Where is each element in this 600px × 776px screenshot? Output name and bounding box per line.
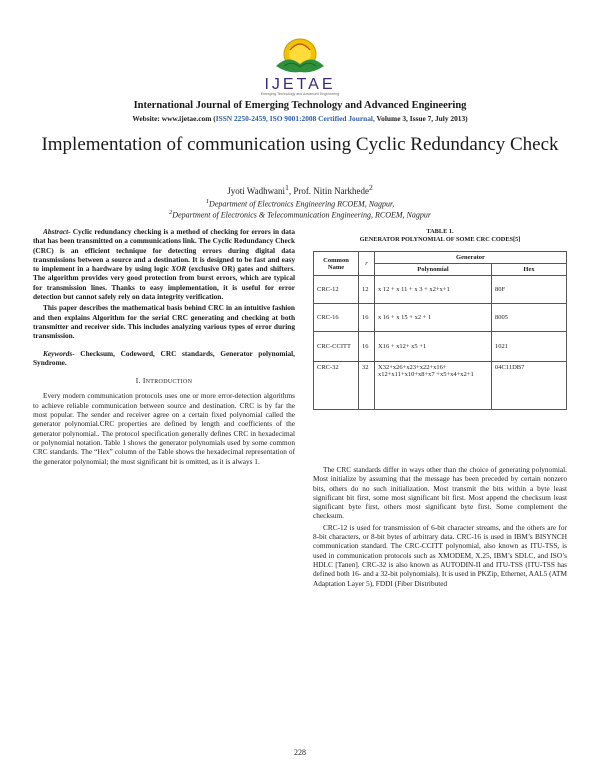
- row-r: 16: [359, 332, 375, 362]
- journal-name: International Journal of Emerging Technology and Advanced Engineering: [133, 100, 467, 111]
- website-prefix: Website: www.ijetae.com (: [132, 114, 216, 123]
- journal-website-line: [0, 114, 600, 123]
- table-caption-2: GENERATOR POLYNOMIAL OF SOME CRC CODES[5]: [359, 236, 521, 243]
- logo-wordmark: IJETAE: [264, 76, 336, 93]
- row-name: CRC-CCITT: [314, 332, 359, 362]
- left-column: [33, 227, 295, 468]
- section-heading-introduction: [33, 376, 295, 387]
- journal-logo: [246, 32, 354, 96]
- row-r: 12: [359, 276, 375, 304]
- abstract-paragraph-2: This paper describes the mathematical basis behind CRC in an intuitive fashion and then explains Algorithm for the serial CRC generating and checking at both transmitter and receiver side. This includes analyzing various types of error during transmission.: [33, 303, 295, 341]
- abstract-label: Abstract-: [43, 227, 71, 236]
- header-generator: Generator: [375, 252, 567, 264]
- page-number: 228: [294, 748, 306, 757]
- section-rest: NTRODUCTION: [145, 379, 193, 386]
- author-2-sup: 2: [369, 183, 373, 192]
- author-2: , Prof. Nitin Narkhede: [288, 186, 370, 196]
- abstract-xor: XOR: [171, 264, 187, 274]
- table-row: [314, 304, 567, 332]
- introduction-paragraph: Every modern communication protocols uses one or more error-detection algorithms to achieve reliable communication between source and destination. CRC is by far the most popular. The sender and receiver agree on a certain fixed polynomial called the generator polynomial.CRC properties are defined by length and coefficients of the generator polynomial.. The protocol specification generally defines CRC in hexadecimal or polynomial notation. Table 1 shows the generator polynomials used by some common CRC standards. The “Hex” column of the Table shows the hexadecimal representation of the generator polynomial; the most significant bit is omitted, as it is always 1.: [33, 391, 295, 466]
- section-number: I.: [135, 376, 143, 386]
- header-polynomial: Polynomial: [375, 264, 492, 276]
- abstract-text-2: (exclusive OR) gates and shifters. The algorithm provides very good protection from burst errors, which are typical for transmission lines. Thanks to easy implementation, it is useful for error detection but cannot safely rely on data integrity verification.: [33, 264, 296, 302]
- table-row: [314, 332, 567, 362]
- crc-generator-table: [313, 251, 567, 410]
- table-caption-1: TABLE 1.: [426, 228, 454, 235]
- crc-standards-paragraph: The CRC standards differ in ways other than the choice of generating polynomial. Most initialize by assuming that the message has been preceded by certain nonzero bits, others do no such initialization. Most transmit the bits within a byte least significant bit first, some most significant bit first. Most append the checksum least significant byte first, others most significant byte first. Some complement the checksum.: [313, 465, 567, 521]
- header-hex: Hex: [492, 264, 567, 276]
- table-row: [314, 276, 567, 304]
- right-column-text: [313, 465, 567, 590]
- header-r: r: [359, 252, 375, 276]
- logo-subtitle: Emerging Technology and Advanced Engineering: [260, 92, 340, 96]
- keywords-label: Keywords-: [43, 348, 75, 358]
- issn-text: ISSN 2250-2459, ISO 9001:2008 Certified Journal,: [215, 114, 375, 123]
- table-header-row: [314, 252, 567, 264]
- row-r: 16: [359, 304, 375, 332]
- row-hex: 80F: [492, 276, 567, 304]
- keywords-paragraph: [33, 349, 295, 368]
- affiliation-2-sup: 2: [168, 209, 173, 216]
- author-1-sup: 1: [285, 183, 289, 192]
- keywords-text: Checksum, Codeword, CRC standards, Generator polynomial, Syndrome.: [33, 348, 295, 367]
- abstract-text-1: Cyclic redundancy checking is a method of checking for errors in data that has been transmitted on a communications link. The Cyclic Redundancy Check (CRC) is an efficient technique for detecting errors during digital data transmissions between a source and a destination. It is designed to be fast and easy to implement in a hardware by using logic: [33, 227, 295, 274]
- header-common-name: Common Name: [314, 252, 359, 276]
- row-hex: 1021: [492, 332, 567, 362]
- affiliation-2-text: Department of Electronics & Telecommunication Engineering, RCOEM, Nagpur: [172, 210, 432, 220]
- affiliation-1: [0, 198, 600, 209]
- row-r: 32: [359, 362, 375, 410]
- row-hex: 04C11DB7: [492, 362, 567, 410]
- row-name: CRC-16: [314, 304, 359, 332]
- crc-uses-paragraph: CRC-12 is used for transmission of 6-bit character streams, and the others are for 8-bit characters, or 8-bit bytes of arbitrary data. CRC-16 is used in IBM’s BISYNCH communication standard. The CRC-CCITT polynomial, also known as ITU-TSS, is used in communication protocols such as XMODEM, X.25, IBM’s SDLC, and ISO’s HDLC [Tanen]. CRC-32 is also known as AUTODIN-II and ITU-TSS (ITU-TSS has defined both 16- and a 32-bit polynomials). It is used in PKZip, Ethernet, AAL5 (ATM Adaptation Layer 5), FDDI (Fiber Distributed: [313, 522, 567, 588]
- author-1: Jyoti Wadhwani: [227, 186, 286, 196]
- row-poly: x 12 + x 11 + x 3 + x2+x+1: [375, 276, 492, 304]
- affiliation-1-sup: 1: [205, 198, 210, 205]
- row-hex: 8005: [492, 304, 567, 332]
- affiliation-1-text: Department of Electronics Engineering RCOEM, Nagpur,: [209, 199, 395, 209]
- row-poly: x 16 + x 15 + x2 + 1: [375, 304, 492, 332]
- lotus-emblem-icon: [246, 32, 354, 80]
- row-poly: X32+x26+x23+x22+x16+ x12+x11+x10+x8+x7 +x5+x4+x2+1: [375, 362, 492, 410]
- section-first-letter: I: [142, 376, 146, 386]
- affiliation-2: [0, 209, 600, 220]
- paper-title: Implementation of communication using Cyclic Redundancy Check: [41, 134, 559, 155]
- table-row: [314, 362, 567, 410]
- row-name: CRC-32: [314, 362, 359, 410]
- abstract-paragraph: [33, 227, 295, 301]
- row-poly: X16 + x12+ x5 +1: [375, 332, 492, 362]
- author-line: [0, 183, 600, 196]
- volume-text: Volume 3, Issue 7, July 2013): [374, 114, 468, 123]
- row-name: CRC-12: [314, 276, 359, 304]
